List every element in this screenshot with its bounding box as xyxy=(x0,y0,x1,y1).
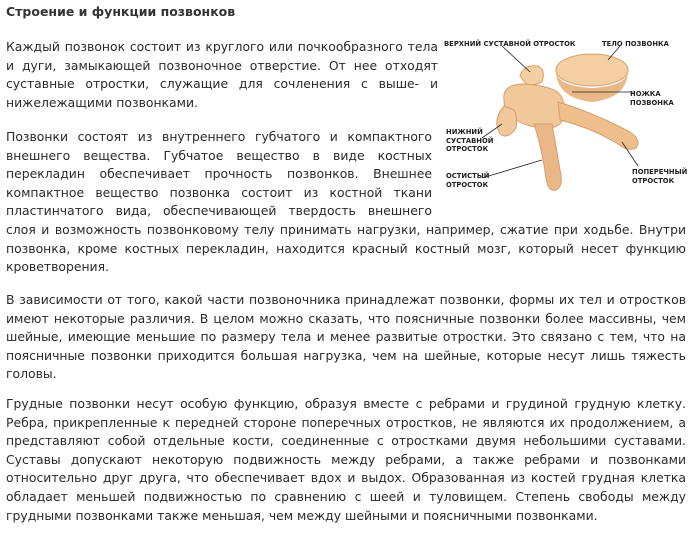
label-spinous-line1: ОСТИСТЫЙ xyxy=(446,172,490,180)
label-spinous-process xyxy=(446,172,489,189)
label-lower-line1: НИЖНИЙ xyxy=(446,128,483,136)
label-lower-line2: СУСТАВНОЙ xyxy=(446,136,494,145)
label-spinous-line2: ОТРОСТОК xyxy=(446,180,489,189)
paragraph-3: В зависимости от того, какой части позвоночника принадлежат позвонки, формы их тел и отростков имеют некоторые различия. В целом можно сказать, что поясничные позвонки более массивны, чем шейные, имеющие меньшие по размеру тела и менее развитые отростки. Это связано с тем, что на поясничные позвонки приходится большая нагрузка, чем на шейные, которые несут лишь тяжесть головы. xyxy=(6,292,686,382)
paragraph-1: Каждый позвонок состоит из круглого или почкообразного тела и дуги, замыкающей позвоночное отверстие. От нее отходят суставные отростки, служащие для сочленения с выше- и нижележащими позвонками. xyxy=(6,39,438,110)
label-lower-line3: ОТРОСТОК xyxy=(446,145,489,153)
paragraph-4: Грудные позвонки несут особую функцию, образуя вместе с ребрами и грудиной грудную клетку. Ребра, прикрепленные к передней стороне поперечных отростков, не являются их продолжением, а представляют собой отдельные кости, соединенные с отростками двумя небольшими суставами. Суставы допускают некоторую подвижность между ребрами, а также ребрами и позвонками относительно друг друга, что обеспечивает вдох и выдох. Образованная из костей грудная клетка обладает меньшей подвижностью по сравнению с шеей и туловищем. Степень свободы между грудными позвонками также меньшая, чем между шейными и поясничными позвонками. xyxy=(6,396,686,523)
label-transverse-process xyxy=(632,168,687,185)
article-title: Строение и функции позвонков xyxy=(6,4,236,19)
label-transverse-line2: ОТРОСТОК xyxy=(632,176,675,185)
label-lower-process xyxy=(446,128,493,154)
label-body: ТЕЛО ПОЗВОНКА xyxy=(602,40,669,48)
label-pedicle-line2: ПОЗВОНКА xyxy=(630,98,674,107)
paragraph-2-text: Позвонки состоят из внутреннего губчатого и компактного внешнего вещества. Губчатое вещество в виде костных перекладин обеспечивает прочность позвонков. Внешнее компактное вещество позвонка состоит из костной ткани пластинчатого вида, обеспечивающей твердость внешнего слоя и возможность позвонковому телу принимать нагрузки, например, сжатие при ходьбе. Внутри позвонка, кроме костных перекладин, находится красный костный мозг, который несет функцию кроветворения. xyxy=(6,129,686,275)
label-pedicle-line1: НОЖКА xyxy=(630,90,661,98)
label-upper-process: ВЕРХНИЙ СУСТАВНОЙ ОТРОСТОК xyxy=(444,40,576,48)
label-transverse-line1: ПОПЕРЕЧНЫЙ xyxy=(632,168,688,176)
vertebra-figure xyxy=(442,28,688,200)
label-pedicle xyxy=(630,90,674,107)
